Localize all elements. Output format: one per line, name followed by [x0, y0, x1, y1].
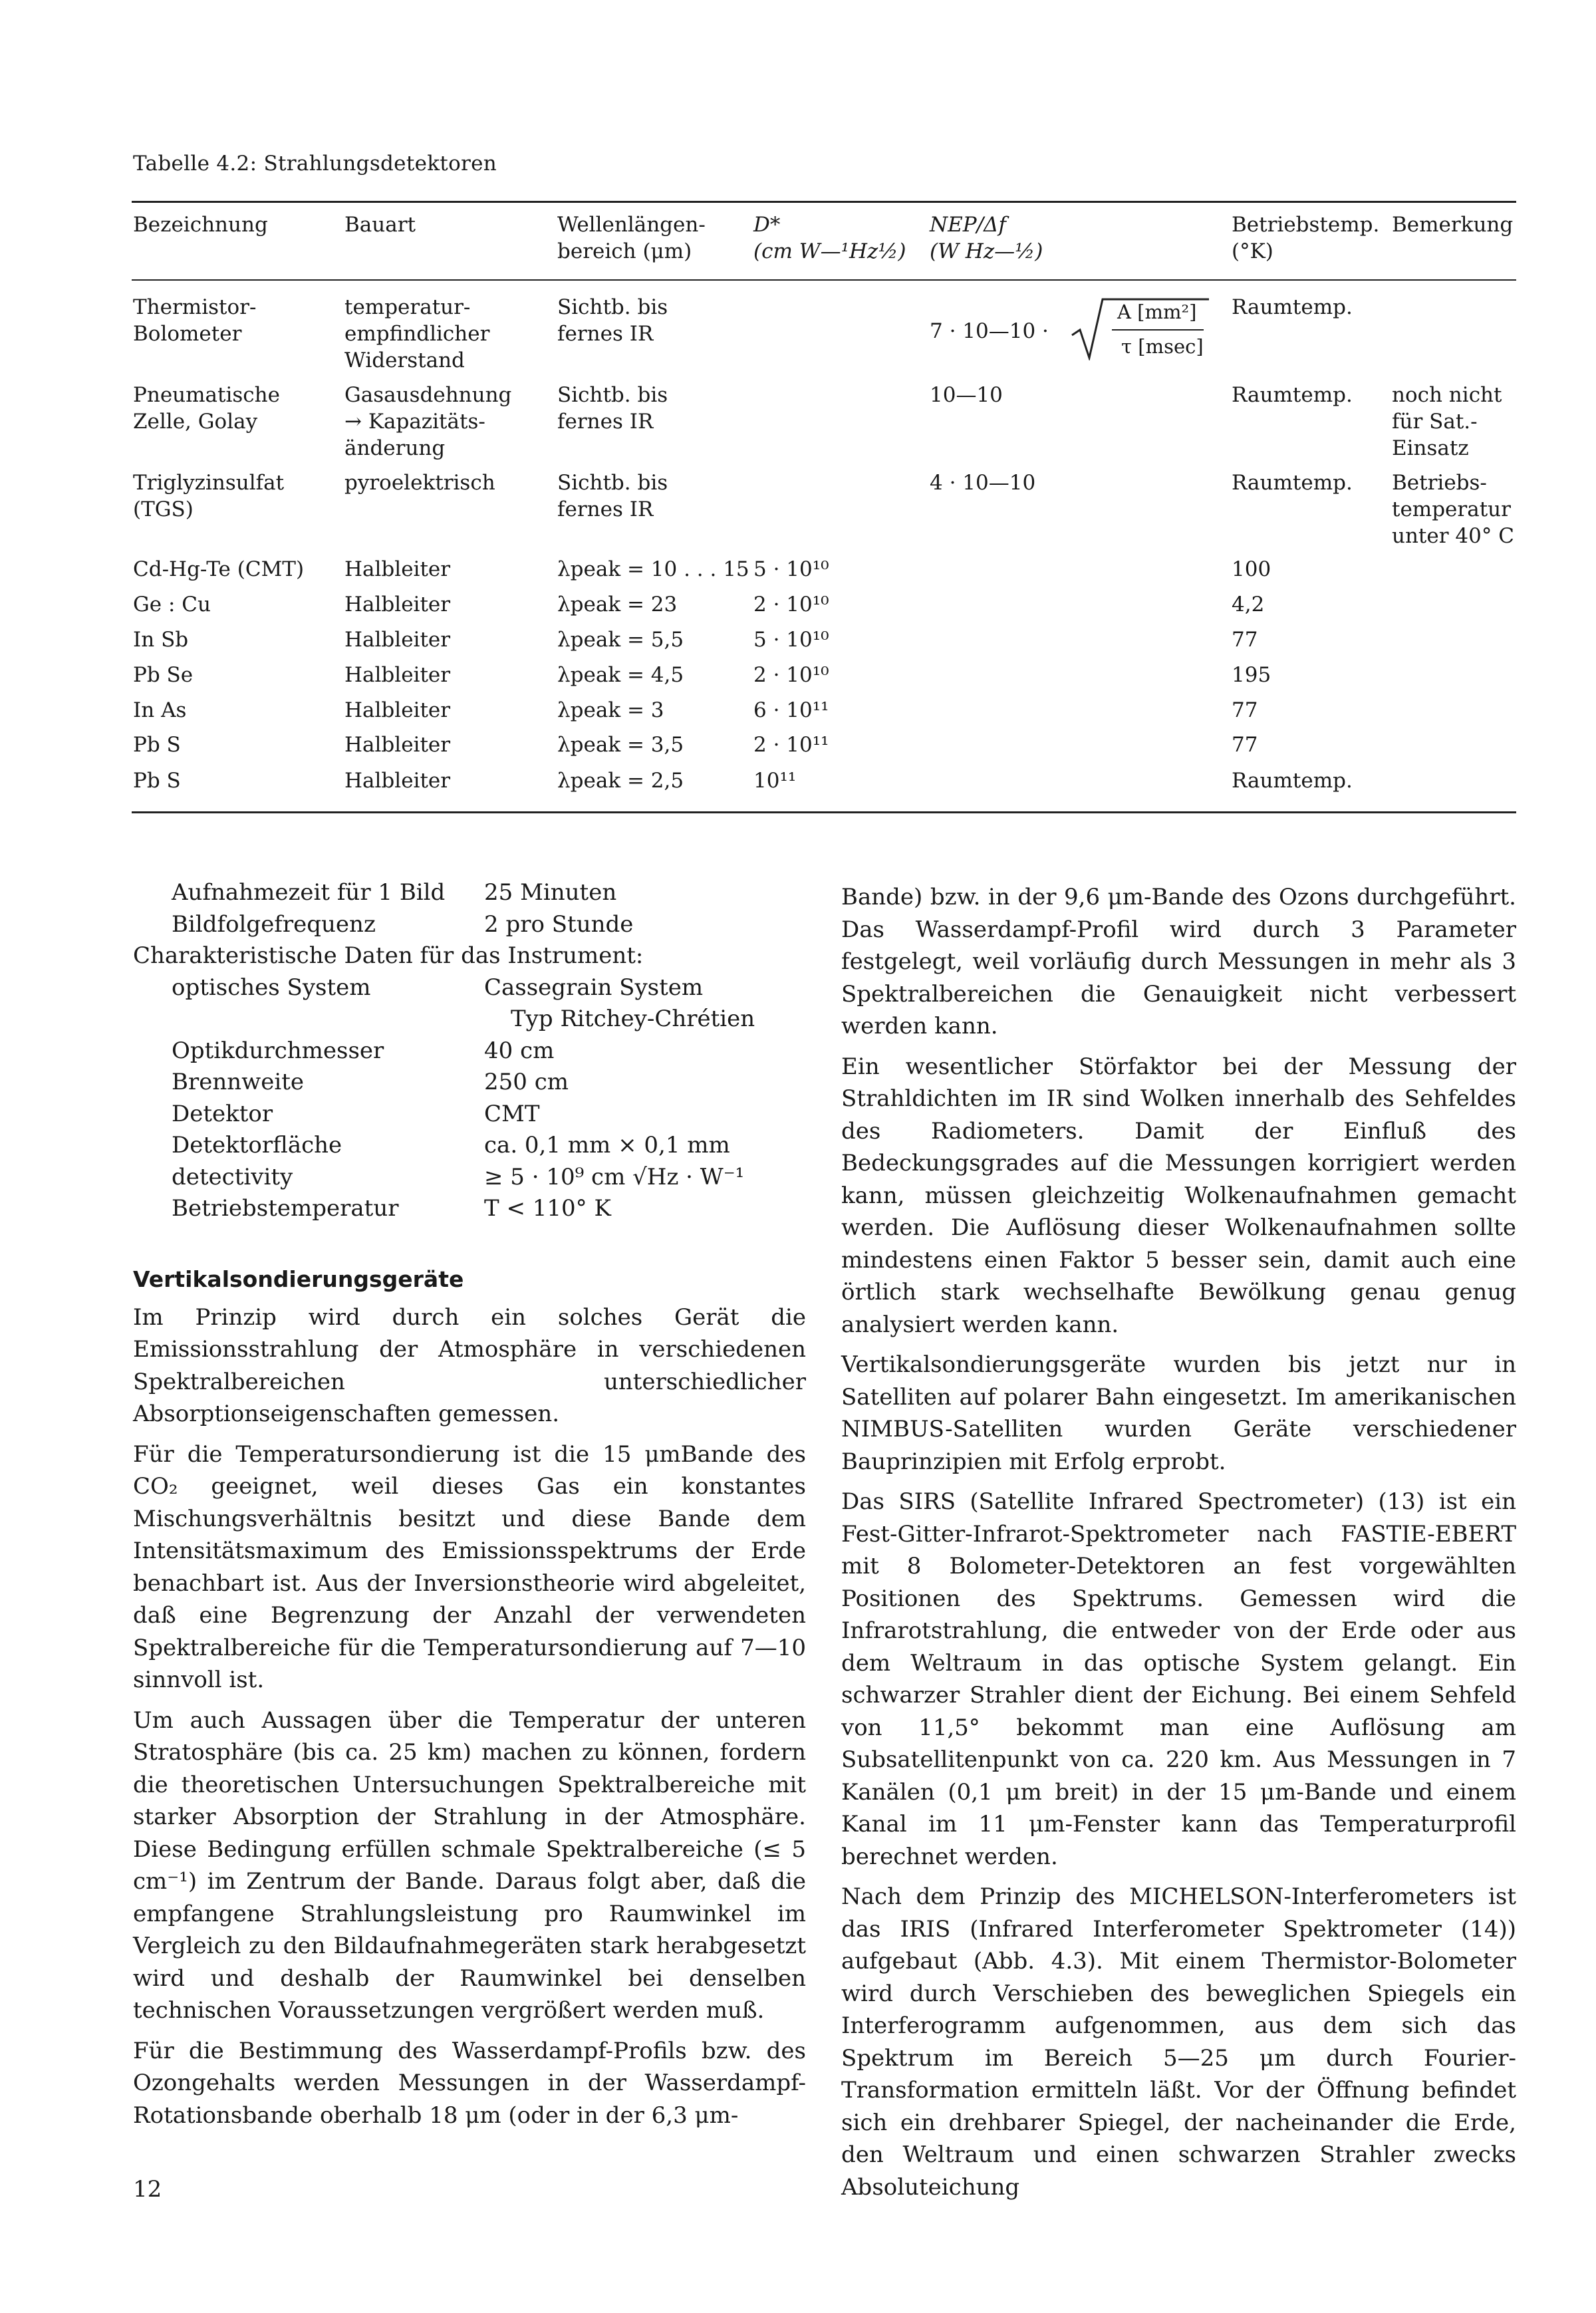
table-cell-d: 6 · 10¹¹: [753, 698, 829, 722]
table-cell-temp: Raumtemp.: [1232, 471, 1353, 495]
spec-value: CMT: [484, 1100, 540, 1127]
header-bauart: Bauart: [344, 213, 416, 237]
table-cell-temp: 77: [1232, 733, 1258, 757]
table-cell-range: λpeak = 10 . . . 15: [557, 557, 749, 581]
table-cell-range: Sichtb. bis fernes IR: [557, 471, 668, 521]
spec-value: T < 110° K: [484, 1195, 611, 1222]
table-cell-range: Sichtb. bis fernes IR: [557, 383, 668, 434]
spec-label: Optikdurchmesser: [172, 1037, 384, 1064]
table-cell-range: λpeak = 5,5: [557, 628, 684, 652]
table-cell-range: λpeak = 23: [557, 593, 678, 616]
right-column: [841, 881, 1516, 2211]
left-paragraph-3: Um auch Aussagen über die Temperatur der unteren Stratosphäre (bis ca. 25 km) machen zu können, fordern die theoretischen Untersuchungen Spektralbereiche mit starker Absorption der Strahlung in der Atmosphäre. Diese Bedingung erfüllen schmale Spektralbereiche (≤ 5 cm⁻¹) im Zentrum der Bande. Daraus folgt aber, daß die empfangene Strahlungsleistung pro Raumwinkel im Vergleich zu den Bildaufnahmegeräten stark herabgesetzt wird und deshalb der Raumwinkel bei denselben technischen Voraussetzungen vergrößert werden muß.: [133, 1706, 806, 2024]
table-cell-d: 2 · 10¹⁰: [753, 593, 829, 616]
table-cell-name: Ge : Cu: [133, 593, 211, 616]
spec-label: Detektor: [172, 1100, 273, 1127]
spec-label: Charakteristische Daten für das Instrument:: [133, 942, 644, 969]
right-paragraph-3: Vertikalsondierungsgeräte wurden bis jetzt nur in Satelliten auf polarer Bahn eingesetzt. Im amerikanischen NIMBUS-Satelliten wurden Geräte verschiedener Bauprinzipien mit Erfolg erprobt.: [841, 1351, 1516, 1475]
sqrt-numerator: A [mm²]: [1117, 301, 1197, 323]
table-cell-d: 2 · 10¹⁰: [753, 663, 829, 687]
header-nep: NEP/Δf (W Hz—½): [930, 213, 1043, 263]
table-cell-type: Halbleiter: [344, 663, 451, 687]
left-column: [133, 1264, 806, 2139]
sqrt-denominator: τ [msec]: [1121, 335, 1204, 358]
table-cell-range: Sichtb. bis fernes IR: [557, 295, 668, 346]
spec-value: 25 Minuten: [484, 879, 617, 906]
spec-label: Brennweite: [172, 1069, 305, 1095]
table-cell-type: Halbleiter: [344, 733, 451, 757]
table-cell-d: 2 · 10¹¹: [753, 733, 829, 757]
table-cell-name: In As: [133, 698, 187, 722]
table-cell-name: Triglyzinsulfat (TGS): [133, 471, 285, 521]
table-cell-d: 5 · 10¹⁰: [753, 628, 829, 652]
table-cell-range: λpeak = 3: [557, 698, 664, 722]
spec-value: 40 cm: [484, 1037, 555, 1064]
table-cell-d: 10¹¹: [753, 769, 797, 793]
right-paragraph-5: Nach dem Prinzip des MICHELSON-Interferometers ist das IRIS (Infrared Interferometer Spektrometer (14)) aufgebaut (Abb. 4.3). Mit einem Thermistor-Bolometer wird durch Verschieben des beweglichen Spiegels ein Interferogramm aufgenommen, aus dem sich das Spektrum im Bereich 5—25 μm durch Fourier-Transformation ermitteln läßt. Vor der Öffnung befindet sich ein drehbarer Spiegel, der nacheinander die Erde, den Weltraum und einen schwarzen Strahler zwecks Absoluteichung: [841, 1883, 1516, 2201]
spec-value: Typ Ritchey-Chrétien: [511, 1006, 755, 1032]
table-cell-nep: 4 · 10—10: [930, 471, 1036, 495]
table-cell-name: Cd-Hg-Te (CMT): [133, 557, 305, 581]
spec-value: ca. 0,1 mm × 0,1 mm: [484, 1132, 730, 1158]
table-cell-name: Pb Se: [133, 663, 194, 687]
table-cell-type: pyroelektrisch: [344, 471, 495, 495]
left-paragraph-1: Im Prinzip wird durch ein solches Gerät die Emissionsstrahlung der Atmosphäre in verschiedenen Spektralbereichen unterschiedlicher Absorptionseigenschaften gemessen.: [133, 1303, 806, 1427]
table-cell-name: In Sb: [133, 628, 189, 652]
table-header-rule: [132, 279, 1516, 281]
header-d-star: D* (cm W—¹Hz½): [753, 213, 906, 263]
table-cell-nep: 7 · 10—10 ·: [930, 319, 1049, 343]
spec-value: 2 pro Stunde: [484, 910, 634, 938]
page-number: 12: [133, 2176, 162, 2203]
table-cell-type: Gasausdehnung → Kapazitäts- änderung: [344, 383, 512, 460]
header-wellenlaengenbereich: Wellenlängen- bereich (μm): [557, 213, 706, 263]
table-cell-type: Halbleiter: [344, 628, 451, 652]
section-heading: Vertikalsondierungsgeräte: [133, 1266, 464, 1292]
table-cell-range: λpeak = 4,5: [557, 663, 684, 687]
header-bemerkung: Bemerkung: [1392, 213, 1514, 237]
table-cell-nep: 10—10: [930, 383, 1003, 407]
spec-value: Cassegrain System: [484, 974, 704, 1001]
table-cell-range: λpeak = 2,5: [557, 769, 684, 793]
table-cell-type: Halbleiter: [344, 769, 451, 793]
table-cell-note: Betriebs- temperatur unter 40° C: [1392, 471, 1514, 548]
table-cell-temp: 195: [1232, 663, 1271, 687]
left-paragraph-2: Für die Temperatursondierung ist die 15 μmBande des CO₂ geeignet, weil dieses Gas ein konstantes Mischungsverhältnis besitzt und diese Bande dem Intensitätsmaximum des Emissionsspektrums der Erde benachbart ist. Aus der Inversionstheorie wird abgeleitet, daß eine Begrenzung der Anzahl der verwendeten Spektralbereiche für die Temperatursondierung auf 7—10 sinnvoll ist.: [133, 1440, 806, 1693]
spec-label: Detektorfläche: [172, 1132, 342, 1158]
table-cell-name: Thermistor- Bolometer: [133, 295, 257, 346]
spec-value: ≥ 5 · 10⁹ cm √Hz · W⁻¹: [484, 1163, 745, 1190]
spec-label: Aufnahmezeit für 1 Bild: [172, 879, 446, 906]
right-paragraph-1: Bande) bzw. in der 9,6 μm-Bande des Ozons durchgeführt. Das Wasserdampf-Profil wird durch 3 Parameter festgelegt, weil vorläufig durch Messungen in mehr als 3 Spektralbereichen die Genauigkeit nicht verbessert werden kann.: [841, 884, 1516, 1039]
table-cell-temp: 77: [1232, 628, 1258, 652]
spec-label: optisches System: [172, 974, 371, 1001]
spec-label: Betriebstemperatur: [172, 1195, 399, 1222]
header-bezeichnung: Bezeichnung: [133, 213, 268, 237]
right-paragraph-4: Das SIRS (Satellite Infrared Spectrometer) (13) ist ein Fest-Gitter-Infrarot-Spektrometer nach FASTIE-EBERT mit 8 Bolometer-Detektoren an fest vorgewählten Positionen des Spektrums. Gemessen wird die Infrarotstrahlung, die entweder von der Erde oder aus dem Weltraum in das optische System gelangt. Ein schwarzer Strahler dient der Eichung. Bei einem Sehfeld von 11,5° bekommt man eine Auflösung am Subsatellitenpunkt von ca. 220 km. Aus Messungen in 7 Kanälen (0,1 μm breit) in der 15 μm-Bande und einem Kanal im 11 μm-Fenster kann das Temperaturprofil berechnet werden.: [841, 1488, 1516, 1870]
table-cell-d: 5 · 10¹⁰: [753, 557, 829, 581]
table-bottom-rule: [132, 811, 1516, 813]
table-cell-type: Halbleiter: [344, 698, 451, 722]
spec-label: detectivity: [172, 1163, 293, 1190]
table-caption: Tabelle 4.2: Strahlungsdetektoren: [133, 152, 497, 176]
spec-value: 250 cm: [484, 1069, 569, 1095]
spec-label: Bildfolgefrequenz: [172, 910, 376, 938]
header-betriebstemp: Betriebstemp. (°K): [1232, 213, 1380, 263]
table-cell-name: Pb S: [133, 733, 181, 757]
table-cell-temp: Raumtemp.: [1232, 383, 1353, 407]
table-cell-note: noch nicht für Sat.- Einsatz: [1392, 383, 1502, 460]
table-cell-name: Pneumatische Zelle, Golay: [133, 383, 280, 434]
left-paragraph-4: Für die Bestimmung des Wasserdampf-Profils bzw. des Ozongehalts werden Messungen in der Wasserdampf-Rotationsbande oberhalb 18 μm (oder in der 6,3 μm-: [133, 2037, 806, 2129]
table-cell-temp: 4,2: [1232, 593, 1265, 616]
table-cell-temp: 100: [1232, 557, 1271, 581]
table-top-rule: [132, 201, 1516, 203]
table-cell-range: λpeak = 3,5: [557, 733, 684, 757]
table-cell-type: Halbleiter: [344, 557, 451, 581]
right-paragraph-2: Ein wesentlicher Störfaktor bei der Messung der Strahldichten im IR sind Wolken innerhalb des Sehfeldes des Radiometers. Damit der Einfluß des Bedeckungsgrades auf die Messungen korrigiert werden kann, müssen gleichzeitig Wolkenaufnahmen gemacht werden. Die Auflösung dieser Wolkenaufnahmen sollte mindestens einen Faktor 5 besser sein, damit auch eine örtlich stark wechselhafte Bewölkung genau genug analysiert werden kann.: [841, 1053, 1516, 1338]
table-cell-type: Halbleiter: [344, 593, 451, 616]
table-cell-temp: 77: [1232, 698, 1258, 722]
table-cell-name: Pb S: [133, 769, 181, 793]
table-cell-type: temperatur- empfindlicher Widerstand: [344, 295, 490, 372]
table-cell-temp: Raumtemp.: [1232, 295, 1353, 319]
table-cell-temp: Raumtemp.: [1232, 769, 1353, 793]
